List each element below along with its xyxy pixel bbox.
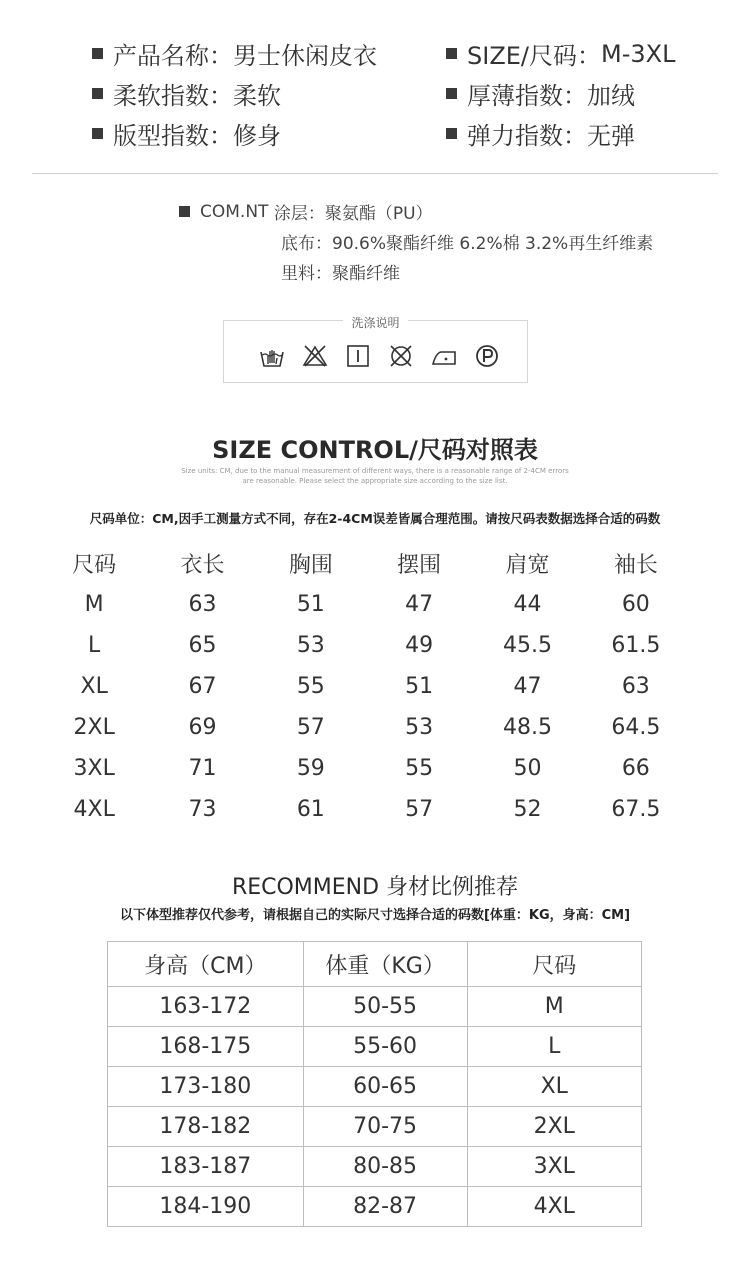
table-cell: 63 [188, 592, 217, 617]
attribute-label: 厚薄指数： [467, 82, 587, 110]
attribute-label: 版型指数： [113, 122, 233, 150]
table-row [108, 1067, 642, 1107]
column-header: 身高（CM） [108, 942, 304, 987]
size-control-subtitle [0, 466, 750, 486]
table-cell: L [88, 633, 101, 658]
bullet-square-icon [179, 206, 190, 217]
attribute-softness [92, 76, 281, 111]
table-cell: M [84, 592, 104, 617]
table-row [40, 789, 690, 830]
attribute-fit [92, 116, 281, 151]
table-cell: 51 [405, 674, 434, 699]
do-not-bleach-icon [302, 343, 328, 369]
table-cell: 53 [405, 715, 434, 740]
table-cell: 55-60 [303, 1027, 467, 1067]
table-cell: 53 [296, 633, 325, 658]
table-header-row [108, 942, 642, 987]
bullet-square-icon [92, 128, 103, 139]
attribute-value: 男士休闲皮衣 [233, 42, 377, 70]
recommend-note: 以下体型推荐仅代参考，请根据自己的实际尺寸选择合适的码数[体重：KG，身高：CM] [119, 908, 631, 923]
wash-title [224, 312, 527, 331]
table-cell: 70-75 [303, 1107, 467, 1147]
section-divider [32, 173, 718, 174]
column-header: 体重（KG） [303, 942, 467, 987]
bullet-square-icon [446, 48, 457, 59]
table-cell: 69 [188, 715, 217, 740]
column-header: 袖长 [613, 552, 658, 578]
attribute-label: 柔软指数： [113, 82, 233, 110]
attribute-label: 产品名称： [113, 42, 233, 70]
table-cell: 2XL [73, 715, 115, 740]
table-cell: 2XL [467, 1107, 641, 1147]
recommend-table [107, 941, 642, 1227]
table-cell: 4XL [467, 1187, 641, 1227]
table-cell: 55 [405, 756, 434, 781]
table-row [40, 707, 690, 748]
table-cell: 65 [188, 633, 217, 658]
table-header-row [40, 542, 690, 584]
table-cell: 60 [621, 592, 650, 617]
table-row [40, 625, 690, 666]
table-cell: L [467, 1027, 641, 1067]
table-cell: 80-85 [303, 1147, 467, 1187]
size-control-subtitle-line: Size units: CM, due to the manual measurement of different ways, there is a reasonable range of 2-4CM errors [181, 467, 569, 475]
size-control-title: SIZE CONTROL/尺码对照表 [212, 436, 538, 464]
composition-lining [281, 259, 400, 284]
table-row [108, 1107, 642, 1147]
attribute-value: M-3XL [601, 39, 676, 68]
table-cell: 4XL [73, 797, 115, 822]
table-cell: 184-190 [108, 1187, 304, 1227]
column-header: 尺码 [467, 942, 641, 987]
table-cell: 3XL [467, 1147, 641, 1187]
bullet-square-icon [446, 88, 457, 99]
table-cell: 71 [188, 756, 217, 781]
table-cell: 183-187 [108, 1147, 304, 1187]
table-cell: 51 [296, 592, 325, 617]
table-cell: M [467, 987, 641, 1027]
recommend-title: RECOMMEND 身材比例推荐 [231, 875, 519, 900]
column-header: 尺码 [72, 552, 117, 578]
table-cell: 48.5 [502, 715, 552, 740]
table-cell: 57 [296, 715, 325, 740]
dry-clean-p-icon [474, 343, 500, 369]
table-cell: 63 [621, 674, 650, 699]
table-cell: 47 [405, 592, 434, 617]
attribute-value: 无弹 [587, 122, 635, 150]
composition-value: 聚氨酯（PU） [324, 204, 433, 224]
table-cell: 52 [513, 797, 542, 822]
table-cell: XL [467, 1067, 641, 1107]
table-cell: XL [80, 674, 108, 699]
table-cell: 45.5 [502, 633, 552, 658]
table-cell: 67.5 [611, 797, 661, 822]
table-cell: 3XL [73, 756, 115, 781]
table-row [108, 1147, 642, 1187]
column-header: 肩宽 [505, 552, 550, 578]
attribute-value: 柔软 [233, 82, 281, 110]
attribute-size [446, 36, 675, 71]
table-row [40, 748, 690, 789]
table-cell: 55 [296, 674, 325, 699]
attribute-elasticity [446, 116, 635, 151]
bullet-square-icon [92, 48, 103, 59]
table-cell: 66 [621, 756, 650, 781]
composition-base [281, 229, 653, 254]
table-cell: 168-175 [108, 1027, 304, 1067]
composition-label: 里料： [281, 264, 332, 284]
table-cell: 82-87 [303, 1187, 467, 1227]
do-not-tumble-dry-icon [388, 343, 414, 369]
size-chart-table [40, 542, 690, 830]
composition-label: 涂层： [273, 204, 325, 224]
composition-label: 底布： [281, 234, 332, 254]
column-header: 摆围 [397, 552, 442, 578]
bullet-square-icon [92, 88, 103, 99]
table-cell: 47 [513, 674, 542, 699]
table-cell: 60-65 [303, 1067, 467, 1107]
table-cell: 67 [188, 674, 217, 699]
attribute-product-name [92, 36, 377, 71]
attribute-thickness [446, 76, 635, 111]
attribute-label: 弹力指数： [467, 122, 587, 150]
table-cell: 50-55 [303, 987, 467, 1027]
table-cell: 163-172 [108, 987, 304, 1027]
hand-wash-icon [259, 343, 285, 369]
size-control-note: 尺码单位：CM,因手工测量方式不同，存在2-4CM误差皆属合理范围。请按尺码表数据选择合适的码数 [89, 511, 661, 526]
table-row [108, 1187, 642, 1227]
table-cell: 50 [513, 756, 542, 781]
wash-title-text: 洗涤说明 [343, 316, 407, 330]
table-cell: 57 [405, 797, 434, 822]
table-cell: 49 [405, 633, 434, 658]
composition-prefix: COM.NT [200, 201, 269, 222]
column-header: 胸围 [288, 552, 333, 578]
table-row [108, 987, 642, 1027]
attribute-value: 修身 [233, 122, 281, 150]
table-cell: 44 [513, 592, 542, 617]
column-header: 衣长 [180, 552, 225, 578]
line-dry-icon [345, 343, 371, 369]
wash-icons [259, 343, 500, 369]
size-control-subtitle-line: are reasonable. Please select the appropriate size according to the size list. [242, 477, 508, 485]
table-row [108, 1027, 642, 1067]
table-row [40, 666, 690, 707]
table-cell: 73 [188, 797, 217, 822]
table-cell: 178-182 [108, 1107, 304, 1147]
composition-value: 聚酯纤维 [332, 264, 400, 284]
composition-coating [179, 199, 433, 224]
wash-instructions [223, 316, 528, 383]
table-row [40, 584, 690, 625]
iron-low-icon [431, 343, 457, 369]
table-cell: 64.5 [611, 715, 661, 740]
table-cell: 59 [296, 756, 325, 781]
attribute-value: 加绒 [587, 82, 635, 110]
table-cell: 61.5 [611, 633, 661, 658]
bullet-square-icon [446, 128, 457, 139]
composition-value: 90.6%聚酯纤维 6.2%棉 3.2%再生纤维素 [332, 234, 654, 254]
table-cell: 61 [296, 797, 325, 822]
attribute-label: SIZE/尺码： [467, 42, 602, 70]
table-cell: 173-180 [108, 1067, 304, 1107]
